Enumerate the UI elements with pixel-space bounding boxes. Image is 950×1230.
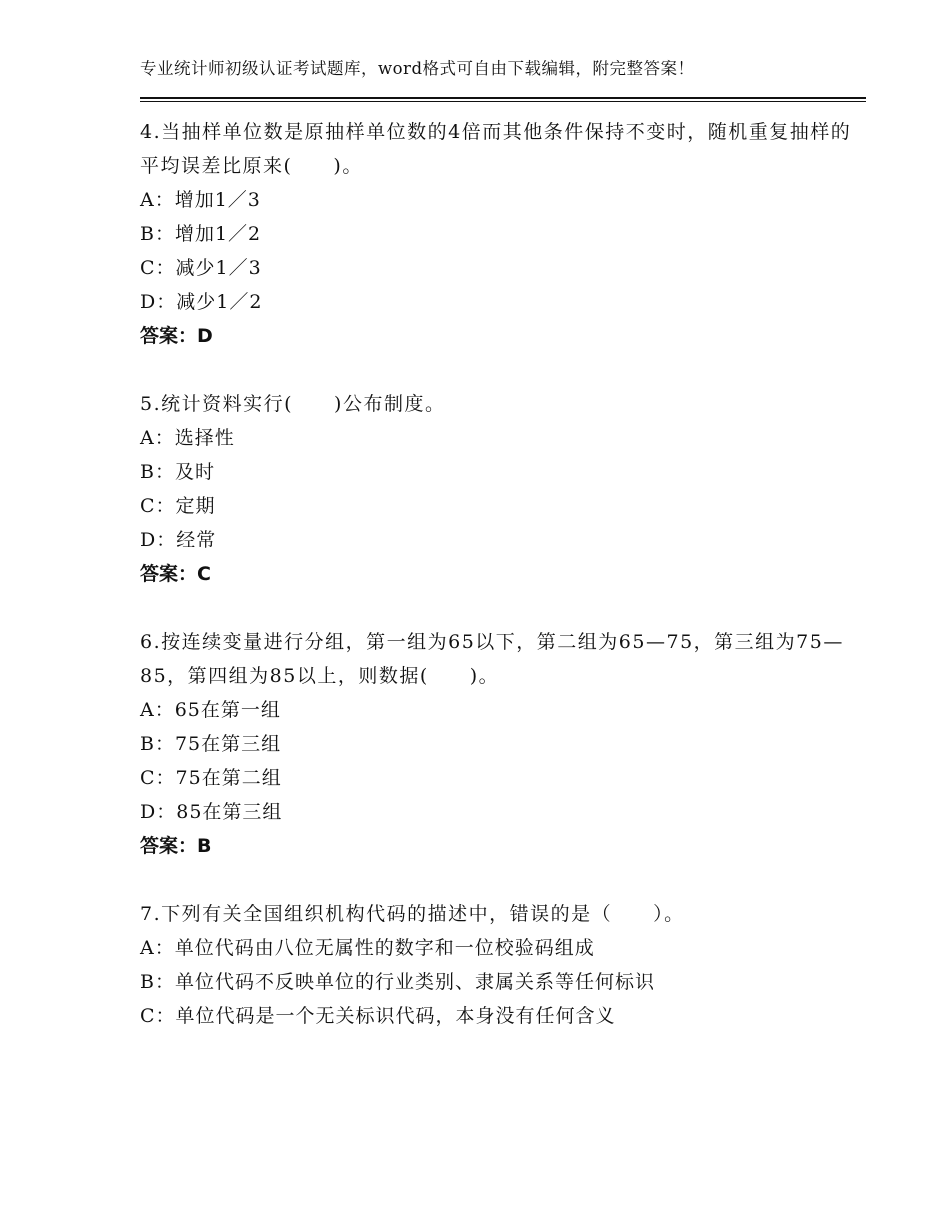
option-a: A：65在第一组	[140, 699, 281, 721]
option-b: B：75在第三组	[140, 733, 282, 755]
question-5	[140, 387, 860, 591]
question-stem: 7.下列有关全国组织机构代码的描述中，错误的是（ ）。	[140, 903, 685, 925]
option-d: D：减少1／2	[140, 291, 263, 313]
question-7	[140, 897, 860, 1033]
header-rule-thick	[140, 97, 866, 99]
option-c: C：定期	[140, 495, 216, 517]
answer-label: 答案：D	[140, 325, 213, 347]
header-rule-thin	[140, 101, 866, 102]
question-stem: 5.统计资料实行( )公布制度。	[140, 393, 446, 415]
option-a: A：增加1／3	[140, 189, 261, 211]
spacer	[140, 591, 860, 625]
option-c: C：单位代码是一个无关标识代码，本身没有任何含义	[140, 1005, 616, 1027]
option-a: A：单位代码由八位无属性的数字和一位校验码组成	[140, 937, 595, 959]
option-b: B：及时	[140, 461, 215, 483]
answer-label: 答案：C	[140, 563, 211, 585]
option-a: A：选择性	[140, 427, 235, 449]
question-stem: 4.当抽样单位数是原抽样单位数的4倍而其他条件保持不变时，随机重复抽样的平均误差比原来( )。	[140, 121, 852, 177]
option-d: D：85在第三组	[140, 801, 283, 823]
option-c: C：75在第二组	[140, 767, 282, 789]
option-b: B：增加1／2	[140, 223, 262, 245]
question-list	[140, 115, 860, 1033]
question-6	[140, 625, 860, 863]
question-4	[140, 115, 860, 353]
option-d: D：经常	[140, 529, 217, 551]
option-c: C：减少1／3	[140, 257, 262, 279]
question-stem: 6.按连续变量进行分组，第一组为65以下，第二组为65—75，第三组为75—85，第四组为85以上，则数据( )。	[140, 631, 844, 687]
document-header: 专业统计师初级认证考试题库，word格式可自由下载编辑，附完整答案！	[140, 59, 695, 78]
answer-label: 答案：B	[140, 835, 212, 857]
spacer	[140, 863, 860, 897]
spacer	[140, 353, 860, 387]
option-b: B：单位代码不反映单位的行业类别、隶属关系等任何标识	[140, 971, 655, 993]
